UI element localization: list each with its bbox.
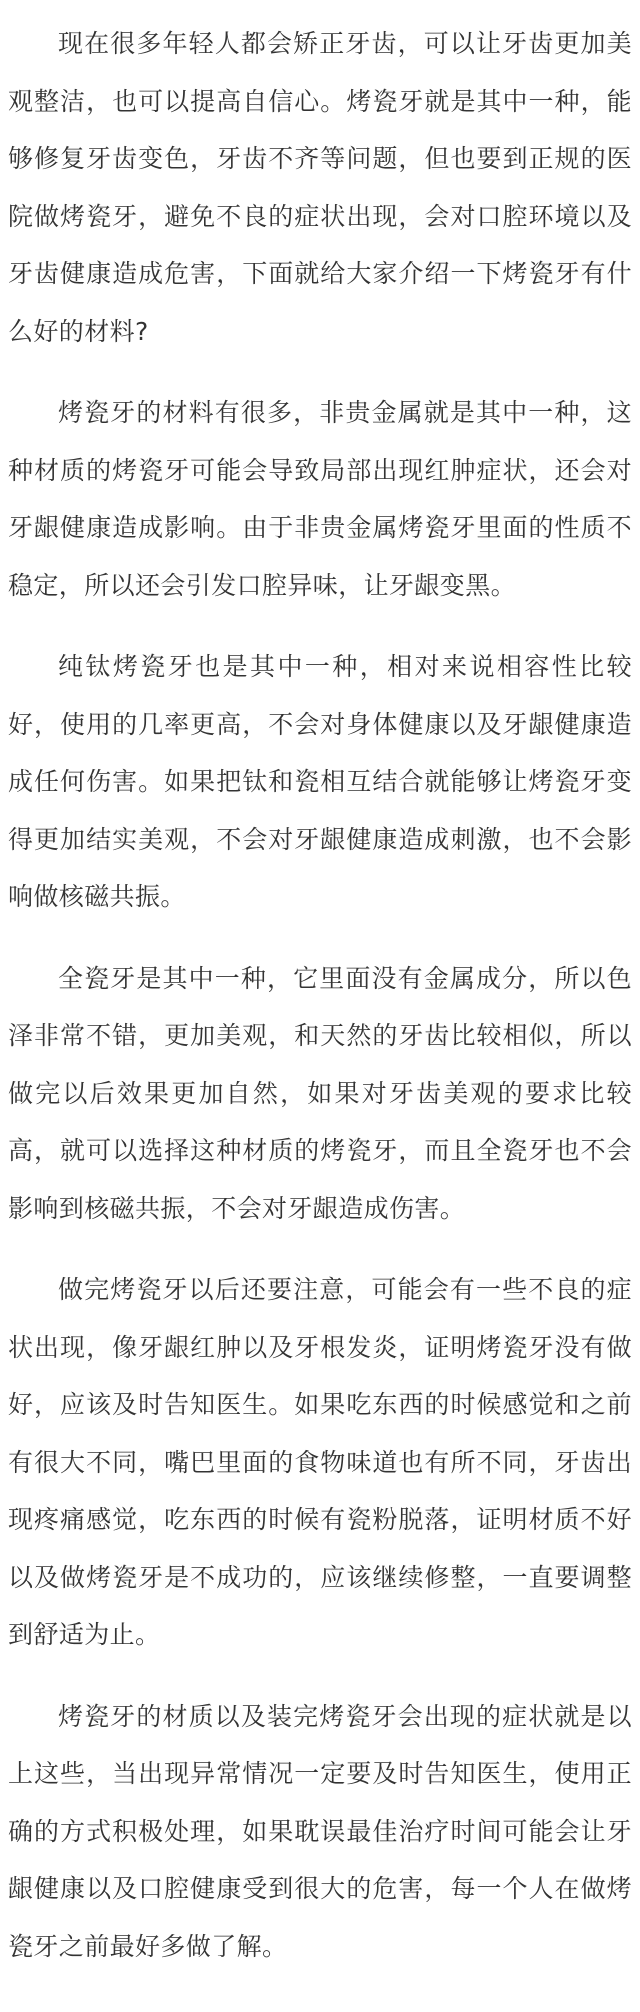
article-paragraph-all-ceramic: 全瓷牙是其中一种，它里面没有金属成分，所以色泽非常不错，更加美观，和天然的牙齿比较相似，所以做完以后效果更加自然，如果对牙齿美观的要求比较高，就可以选择这种材质的烤瓷牙，而且全瓷牙也不会影响到核磁共振，不会对牙龈造成伤害。 xyxy=(8,963,632,1223)
article-paragraph-intro: 现在很多年轻人都会矫正牙齿，可以让牙齿更加美观整洁，也可以提高自信心。烤瓷牙就是其中一种，能够修复牙齿变色，牙齿不齐等问题，但也要到正规的医院做烤瓷牙，避免不良的症状出现，会对口腔环境以及牙齿健康造成危害，下面就给大家介绍一下烤瓷牙有什么好的材料? xyxy=(8,29,632,346)
article-paragraph-non-precious-metal: 烤瓷牙的材料有很多，非贵金属就是其中一种，这种材质的烤瓷牙可能会导致局部出现红肿症状，还会对牙龈健康造成影响。由于非贵金属烤瓷牙里面的性质不稳定，所以还会引发口腔异味，让牙龈变黑。 xyxy=(8,398,632,600)
article-paragraph-conclusion: 烤瓷牙的材质以及装完烤瓷牙会出现的症状就是以上这些，当出现异常情况一定要及时告知医生，使用正确的方式积极处理，如果耽误最佳治疗时间可能会让牙龈健康以及口腔健康受到很大的危害，每一个人在做烤瓷牙之前最好多做了解。 xyxy=(8,1701,632,1961)
article-paragraph-titanium: 纯钛烤瓷牙也是其中一种，相对来说相容性比较好，使用的几率更高，不会对身体健康以及牙龈健康造成任何伤害。如果把钛和瓷相互结合就能够让烤瓷牙变得更加结实美观，不会对牙龈健康造成刺激，也不会影响做核磁共振。 xyxy=(8,652,632,911)
article-paragraph-aftercare: 做完烤瓷牙以后还要注意，可能会有一些不良的症状出现，像牙龈红肿以及牙根发炎，证明烤瓷牙没有做好，应该及时告知医生。如果吃东西的时候感觉和之前有很大不同，嘴巴里面的食物味道也有所不同，牙齿出现疼痛感觉，吃东西的时候有瓷粉脱落，证明材质不好以及做烤瓷牙是不成功的，应该继续修整，一直要调整到舒适为止。 xyxy=(8,1275,632,1649)
article-body xyxy=(8,0,632,1975)
